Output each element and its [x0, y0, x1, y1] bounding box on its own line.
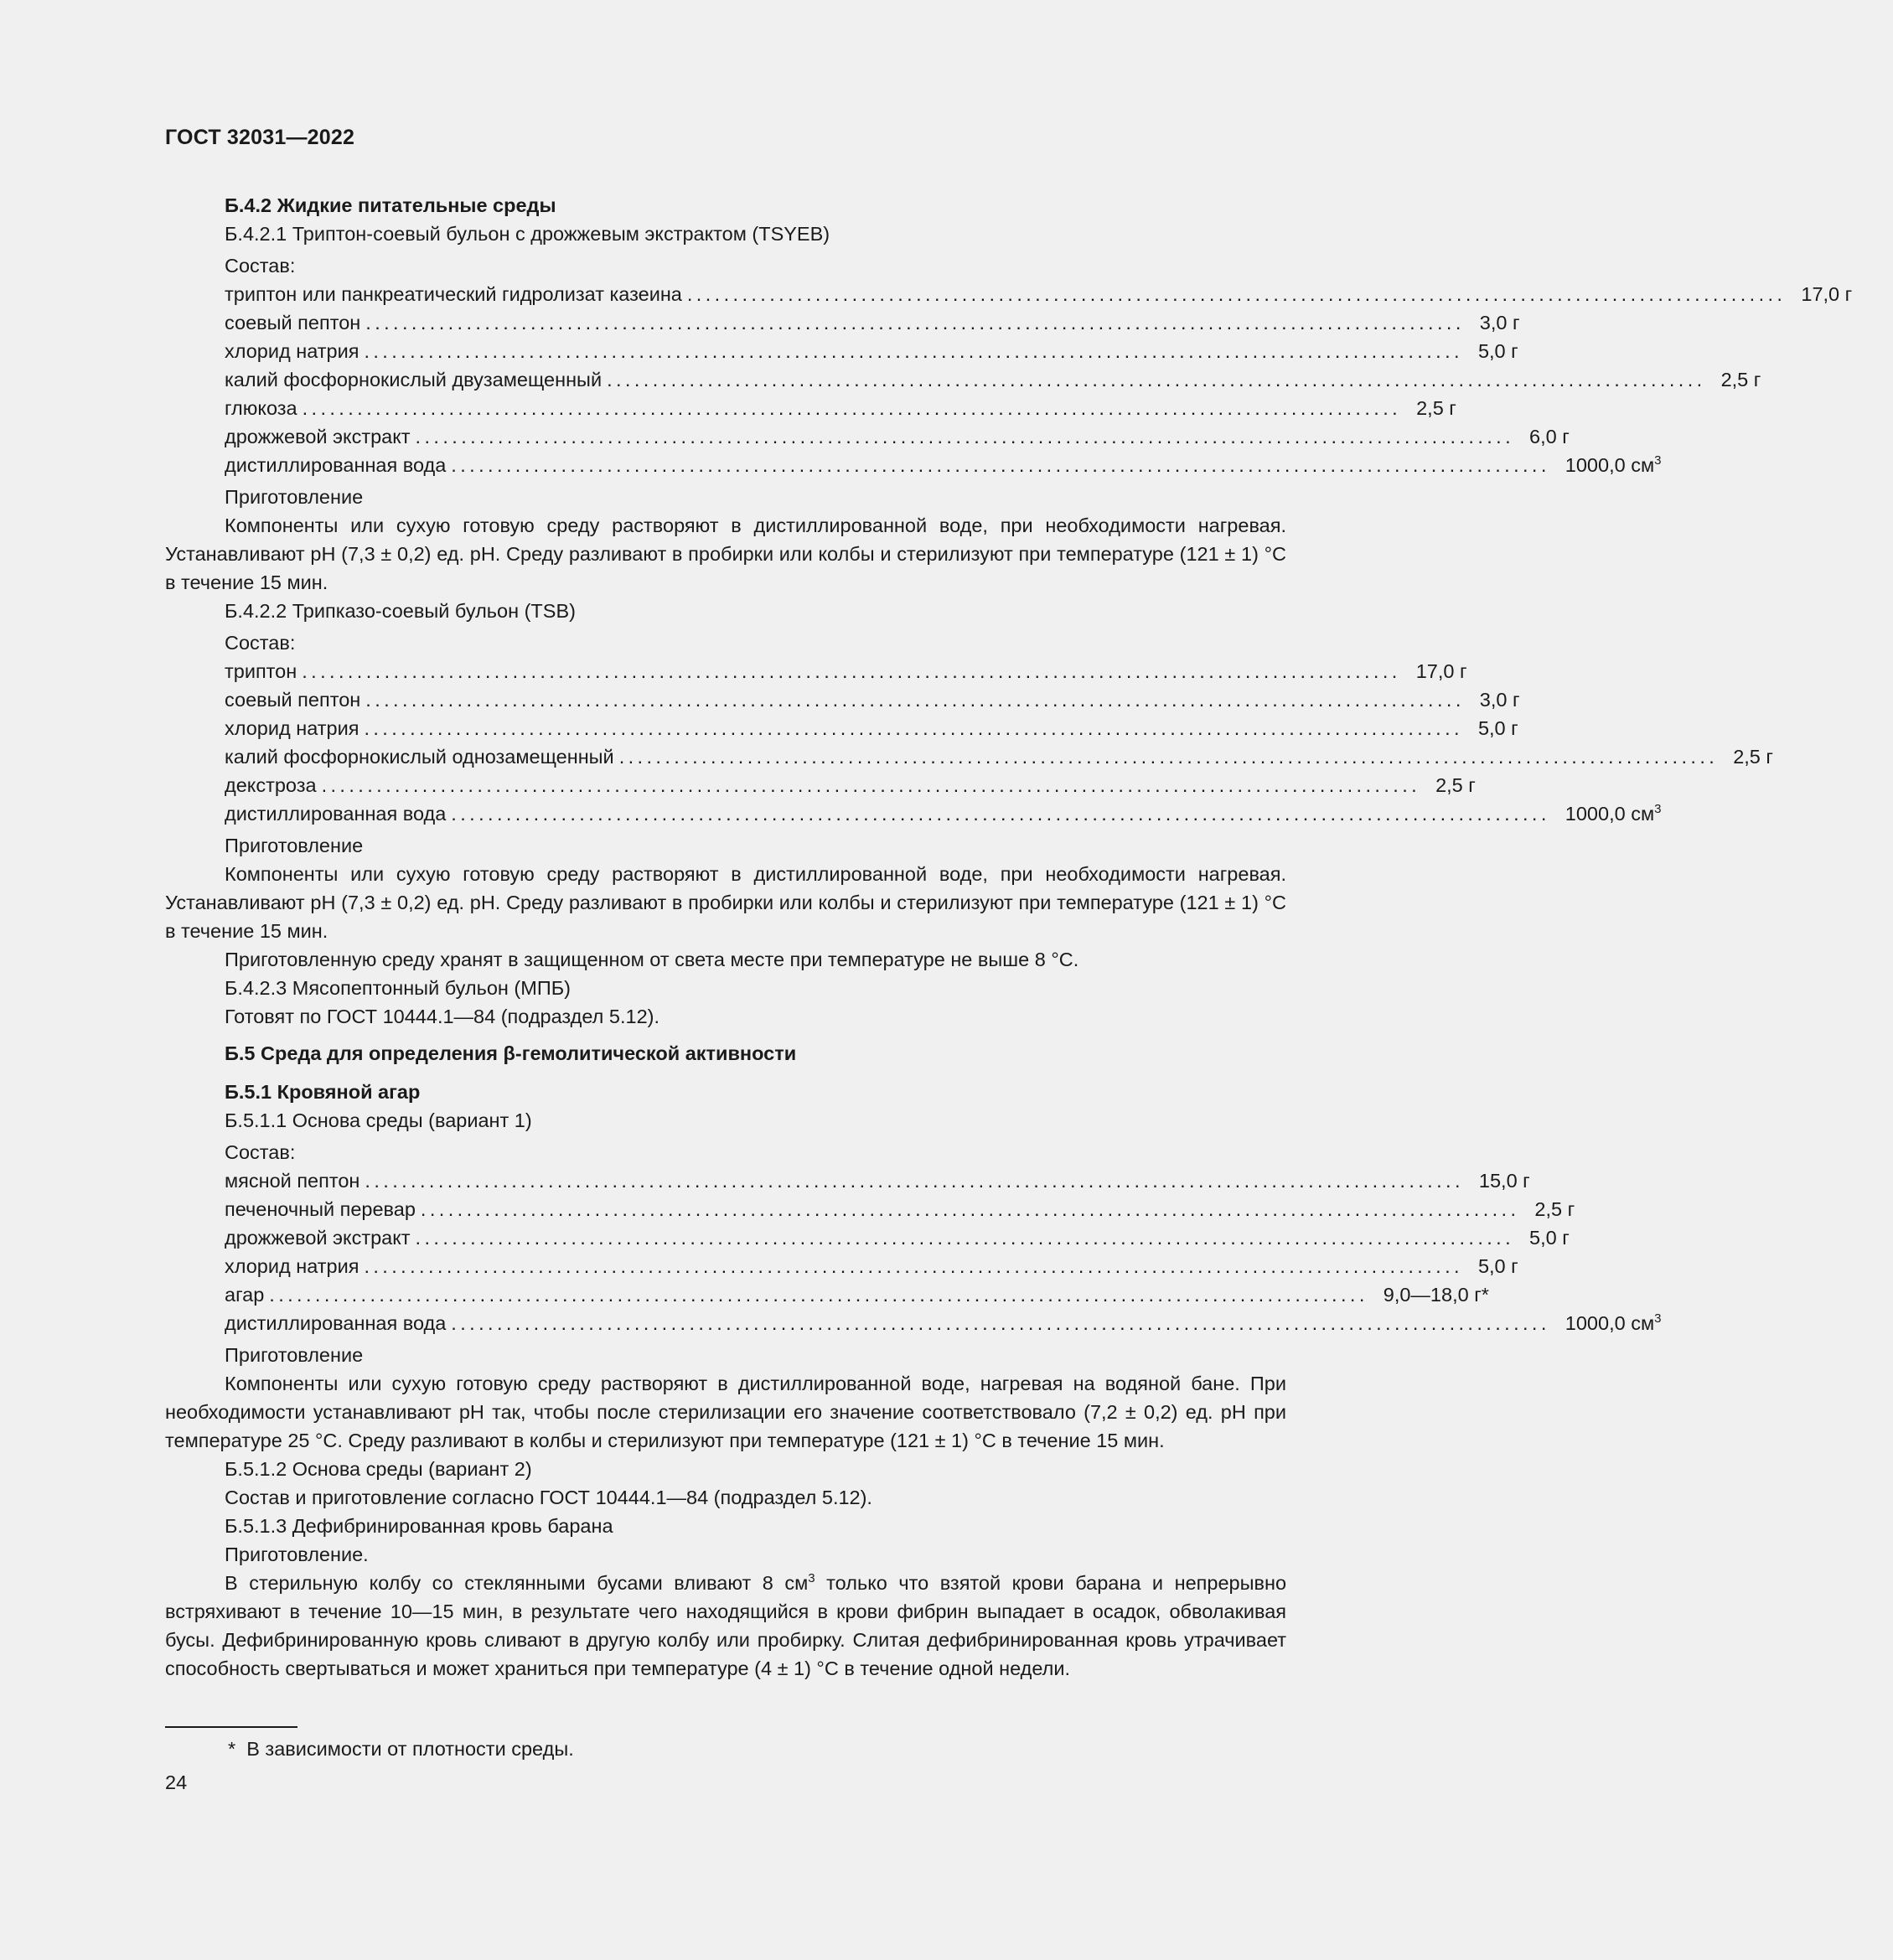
composition-row [165, 1280, 1489, 1309]
dot-leader: ........................................................................................................................ [451, 1312, 1550, 1334]
section-heading-b42: Б.4.2 Жидкие питательные среды [225, 194, 556, 216]
component-amount: 3,0 г [1479, 689, 1520, 711]
component-amount: 17,0 г [1801, 283, 1853, 305]
dot-leader: ........................................................................................................................ [364, 340, 1463, 362]
composition-label: Состав: [225, 255, 296, 277]
subsection-text: Готовят по ГОСТ 10444.1—84 (подраздел 5.12). [225, 1006, 659, 1027]
composition-table-b511 [165, 1166, 1662, 1337]
dot-leader: ........................................................................................................................ [686, 283, 1787, 305]
component-amount: 5,0 г [1477, 717, 1518, 739]
composition-row [165, 771, 1476, 799]
composition-row [165, 742, 1773, 771]
component-amount: 5,0 г [1477, 1255, 1518, 1277]
footnote-text: В зависимости от плотности среды. [246, 1738, 574, 1760]
preparation-text: Компоненты или сухую готовую среду растворяют в дистиллированной воде, при необходимости нагревая. Устанавливают рН (7,3 ± 0,2) ед. рН. Среду разливают в пробирки или колбы и стерилизуют при температуре (121 ± 1) °С в течение 15 мин. [165, 863, 1286, 942]
subsection-title-b423: Б.4.2.3 Мясопептонный бульон (МПБ) [225, 977, 571, 999]
component-amount: 1000,0 $см^3$ [1565, 453, 1662, 476]
composition-row [165, 1166, 1530, 1195]
component-name: хлорид натрия [225, 717, 359, 739]
component-name: хлорид натрия [225, 1255, 359, 1277]
component-amount: 17,0 г [1415, 660, 1467, 682]
component-name: глюкоза [225, 397, 297, 419]
preparation-label: Приготовление [225, 1344, 364, 1366]
dot-leader: ........................................................................................................................ [364, 717, 1463, 739]
footnote-mark: * [228, 1738, 236, 1760]
component-name: мясной пептон [225, 1170, 360, 1192]
composition-row [165, 337, 1518, 365]
composition-label: Состав: [225, 632, 296, 654]
preparation-text-part: только что взятой крови барана и непрерывно встряхивают в течение 10—15 мин, в результате чего находящийся в крови фибрин выпадает в осадок, обволакивая бусы. Дефибринированную кровь сливают в другую колбу или пробирку. Слитая дефибринированная кровь утрачивает способность свертываться и может храниться при температуре (4 ± 1) °С в течение одной недели. [165, 1572, 1287, 1679]
preparation-label: Приготовление [225, 835, 364, 856]
dot-leader: ........................................................................................................................ [415, 426, 1515, 447]
composition-row [165, 1195, 1575, 1223]
component-amount: 2,5 г [1534, 1198, 1575, 1220]
dot-leader: ........................................................................................................................ [302, 660, 1401, 682]
dot-leader: ........................................................................................................................ [365, 1170, 1464, 1192]
standard-header: ГОСТ 32031—2022 [165, 126, 355, 149]
dot-leader: ........................................................................................................................ [365, 312, 1465, 334]
subsection-title-b511: Б.5.1.1 Основа среды (вариант 1) [225, 1109, 532, 1131]
component-name: соевый пептон [225, 689, 361, 711]
component-amount: 3,0 г [1479, 312, 1520, 334]
composition-table-b421 [165, 280, 1853, 479]
page-number: 24 [165, 1771, 188, 1793]
component-name: триптон [225, 660, 297, 682]
section-heading-b51: Б.5.1 Кровяной агар [225, 1081, 421, 1103]
superscript: 3 [1654, 453, 1662, 468]
document-body [165, 191, 1853, 1683]
component-name: дистиллированная вода [225, 454, 447, 476]
composition-row [165, 422, 1570, 451]
component-name: триптон или панкреатический гидролизат казеина [225, 283, 682, 305]
composition-row [165, 308, 1520, 337]
component-name: дрожжевой экстракт [225, 1227, 411, 1249]
storage-text: Приготовленную среду хранят в защищенном от света месте при температуре не выше 8 °С. [225, 949, 1079, 970]
composition-row [165, 394, 1456, 422]
subsection-title-b422: Б.4.2.2 Трипказо-соевый бульон (TSB) [225, 600, 576, 622]
composition-row [165, 365, 1761, 394]
composition-row [165, 714, 1518, 742]
composition-table-b422 [165, 657, 1773, 828]
component-amount: 5,0 г [1477, 340, 1518, 362]
component-amount: 5,0 г [1529, 1227, 1570, 1249]
composition-row [165, 1309, 1662, 1337]
dot-leader: ........................................................................................................................ [618, 746, 1719, 768]
composition-row [165, 280, 1853, 308]
component-name: калий фосфорнокислый двузамещенный [225, 369, 603, 390]
subsection-title-b421: Б.4.2.1 Триптон-соевый бульон с дрожжевым экстрактом (TSYEB) [225, 223, 830, 245]
superscript: 3 [808, 1571, 815, 1585]
component-name: соевый пептон [225, 312, 361, 334]
component-amount: 1000,0 $см^3$ [1565, 802, 1662, 825]
component-name: дистиллированная вода [225, 1312, 447, 1334]
component-name: дистиллированная вода [225, 803, 447, 825]
component-name: декстроза [225, 774, 317, 796]
component-name: калий фосфорнокислый однозамещенный [225, 746, 614, 768]
component-amount: 2,5 г [1435, 774, 1476, 796]
superscript: 3 [1654, 1311, 1662, 1326]
component-amount: 2,5 г [1416, 397, 1456, 419]
preparation-text: Компоненты или сухую готовую среду растворяют в дистиллированной воде, нагревая на водяной бане. При необходимости устанавливают рН так, чтобы после стерилизации его значение соответствовало (7,2 ± 0,2) ед. рН при температуре 25 °С. Среду разливают в колбы и стерилизуют при температуре (121 ± 1) °С в течение 15 мин. [165, 1373, 1286, 1451]
dot-leader: ........................................................................................................................ [451, 803, 1550, 825]
preparation-label: Приготовление [225, 486, 364, 508]
dot-leader: ........................................................................................................................ [451, 454, 1550, 476]
component-amount: 1000,0 $см^3$ [1565, 1311, 1662, 1334]
composition-row [165, 657, 1467, 685]
composition-row [165, 799, 1662, 828]
subsection-title-b513: Б.5.1.3 Дефибринированная кровь барана [225, 1515, 613, 1537]
dot-leader: ........................................................................................................................ [607, 369, 1706, 390]
dot-leader: ........................................................................................................................ [420, 1198, 1520, 1220]
component-amount: 15,0 г [1478, 1170, 1530, 1192]
dot-leader: ........................................................................................................................ [365, 689, 1465, 711]
superscript: 3 [1654, 802, 1662, 816]
composition-row [165, 685, 1520, 714]
preparation-text [165, 1569, 1286, 1683]
component-amount: 2,5 г [1733, 746, 1773, 768]
component-name: дрожжевой экстракт [225, 426, 411, 447]
subsection-text: Состав и приготовление согласно ГОСТ 10444.1—84 (подраздел 5.12). [225, 1487, 872, 1508]
component-amount: 9,0—18,0 г* [1383, 1284, 1489, 1306]
dot-leader: ........................................................................................................................ [302, 397, 1402, 419]
dot-leader: ........................................................................................................................ [321, 774, 1421, 796]
component-amount: 2,5 г [1720, 369, 1761, 390]
component-amount: 6,0 г [1529, 426, 1570, 447]
dot-leader: ........................................................................................................................ [415, 1227, 1515, 1249]
preparation-text: Компоненты или сухую готовую среду растворяют в дистиллированной воде, при необходимости нагревая. Устанавливают рН (7,3 ± 0,2) ед. рН. Среду разливают в пробирки или колбы и стерилизуют при температуре (121 ± 1) °С в течение 15 мин. [165, 515, 1286, 593]
footnote [228, 1735, 574, 1763]
component-name: хлорид натрия [225, 340, 359, 362]
composition-label: Состав: [225, 1141, 296, 1163]
preparation-text-part: В стерильную колбу со стеклянными бусами вливают 8 см [225, 1572, 809, 1594]
footnote-separator [165, 1726, 297, 1728]
composition-row [165, 1252, 1518, 1280]
subsection-title-b512: Б.5.1.2 Основа среды (вариант 2) [225, 1458, 532, 1480]
component-name: агар [225, 1284, 265, 1306]
composition-row [165, 1223, 1570, 1252]
preparation-label: Приготовление. [225, 1544, 369, 1565]
section-heading-b5: Б.5 Среда для определения β-гемолитической активности [225, 1042, 797, 1064]
component-name: печеночный перевар [225, 1198, 416, 1220]
dot-leader: ........................................................................................................................ [269, 1284, 1368, 1306]
composition-row [165, 451, 1662, 479]
dot-leader: ........................................................................................................................ [364, 1255, 1463, 1277]
